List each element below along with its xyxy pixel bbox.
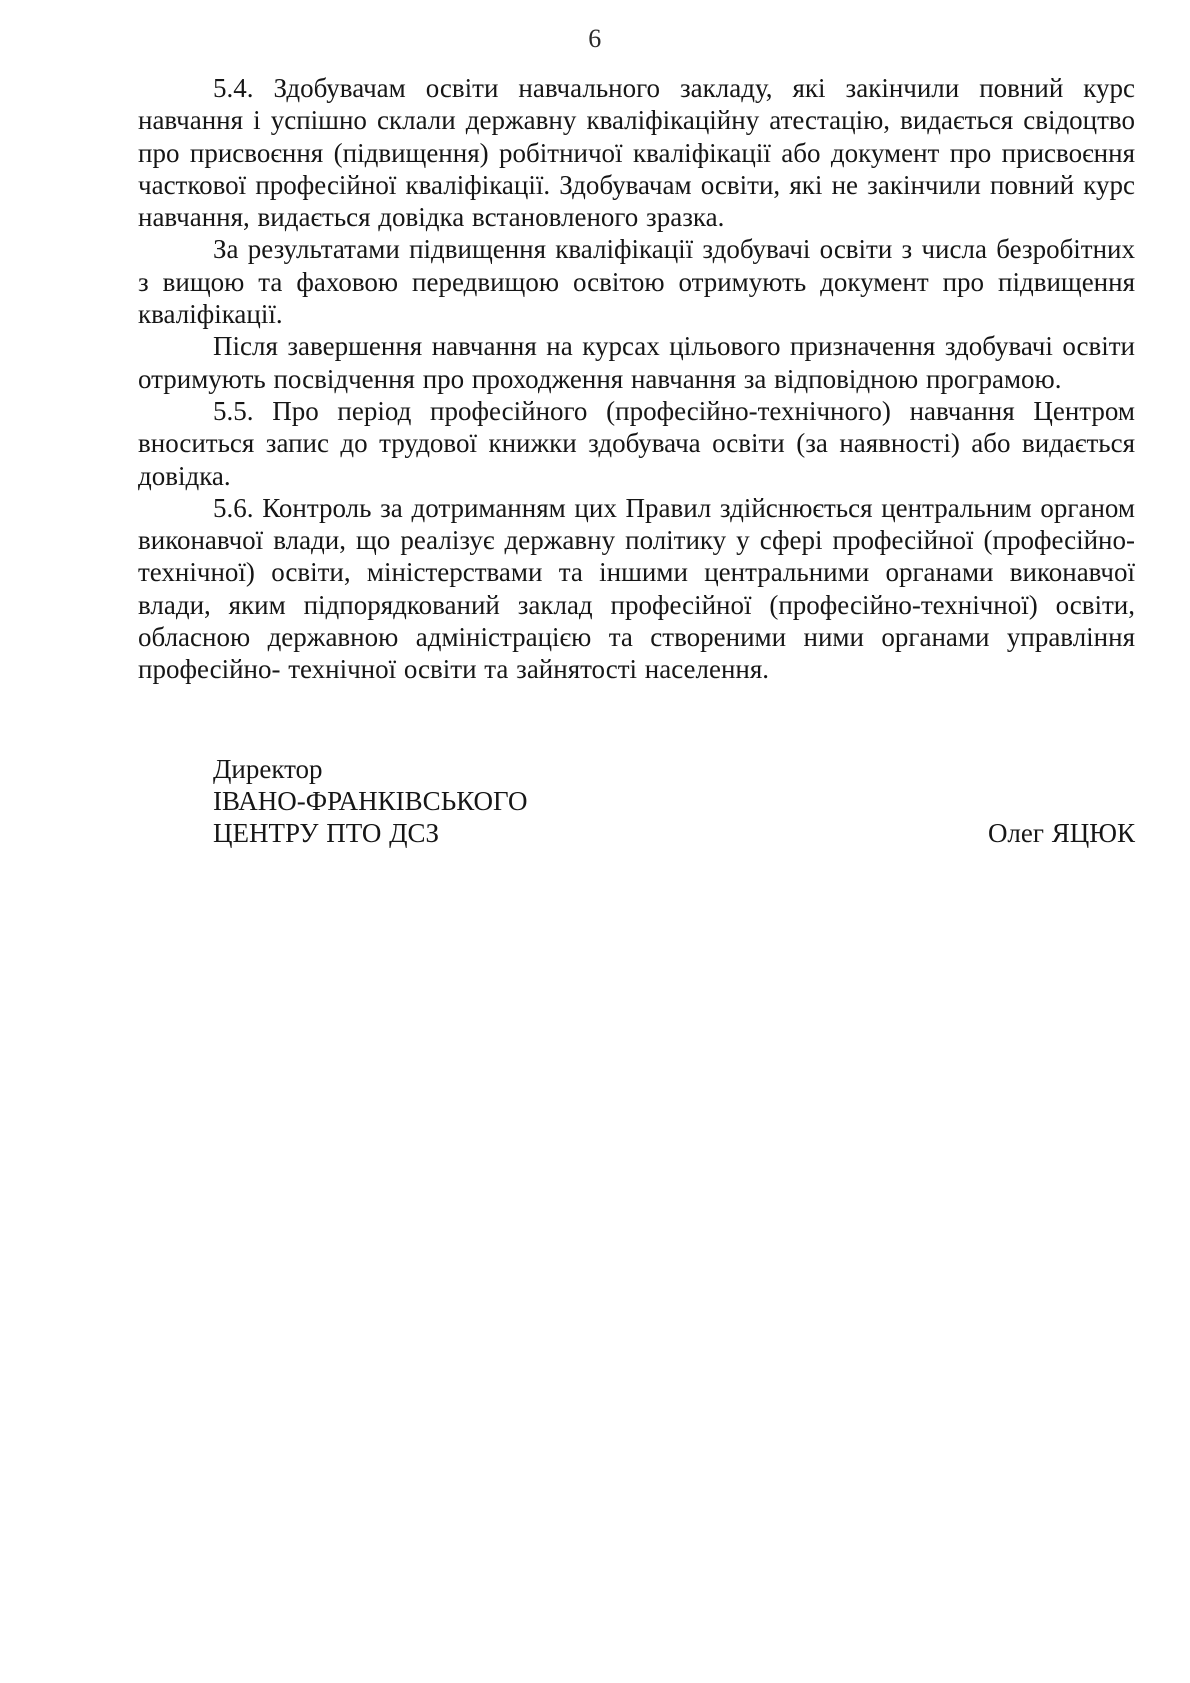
paragraph-qualification-upgrade: За результатами підвищення кваліфікації здобувачі освіти з числа безробітних з вищою та фаховою передвищою освітою отримують документ про підвищення кваліфікації. [138, 234, 1135, 330]
signature-title-line-2: ІВАНО-ФРАНКІВСЬКОГО [213, 785, 528, 816]
paragraph-5-4: 5.4. Здобувачам освіти навчального закладу, які закінчили повний курс навчання і успішно склали державну кваліфікаційну атестацію, видається свідоцтво про присвоєння (підвищення) робітничої кваліфікації або документ про присвоєння часткової професійної кваліфікації. Здобувачам освіти, які не закінчили повний курс навчання, видається довідка встановленого зразка. [138, 73, 1135, 233]
signature-title-line-1: Директор [213, 753, 323, 784]
signature-block [138, 753, 1135, 850]
paragraph-5-5: 5.5. Про період професійного (професійно-технічного) навчання Центром вноситься запис до трудової книжки здобувача освіти (за наявності) або видається довідка. [138, 395, 1135, 491]
paragraph-target-courses: Після завершення навчання на курсах цільового призначення здобувачі освіти отримують посвідчення про проходження навчання за відповідною програмою. [138, 331, 1135, 394]
signature-name: Олег ЯЦЮК [987, 818, 1135, 849]
document-body [138, 72, 1135, 850]
signature-title-line-3: ЦЕНТРУ ПТО ДСЗ [213, 818, 440, 849]
paragraph-5-6: 5.6. Контроль за дотриманням цих Правил здійснюється центральним органом виконавчої влади, що реалізує державну політику у сфері професійної (професійно- технічної) освіти, міністерствами та іншими центральними органами виконавчої влади, яким підпорядкований заклад професійної (професійно-технічної) освіти, обласною державною адміністрацією та створеними ними органами управління професійно- технічної освіти та зайнятості населення. [138, 492, 1135, 685]
page-number: 6 [588, 24, 602, 53]
signature-row [213, 817, 1135, 849]
